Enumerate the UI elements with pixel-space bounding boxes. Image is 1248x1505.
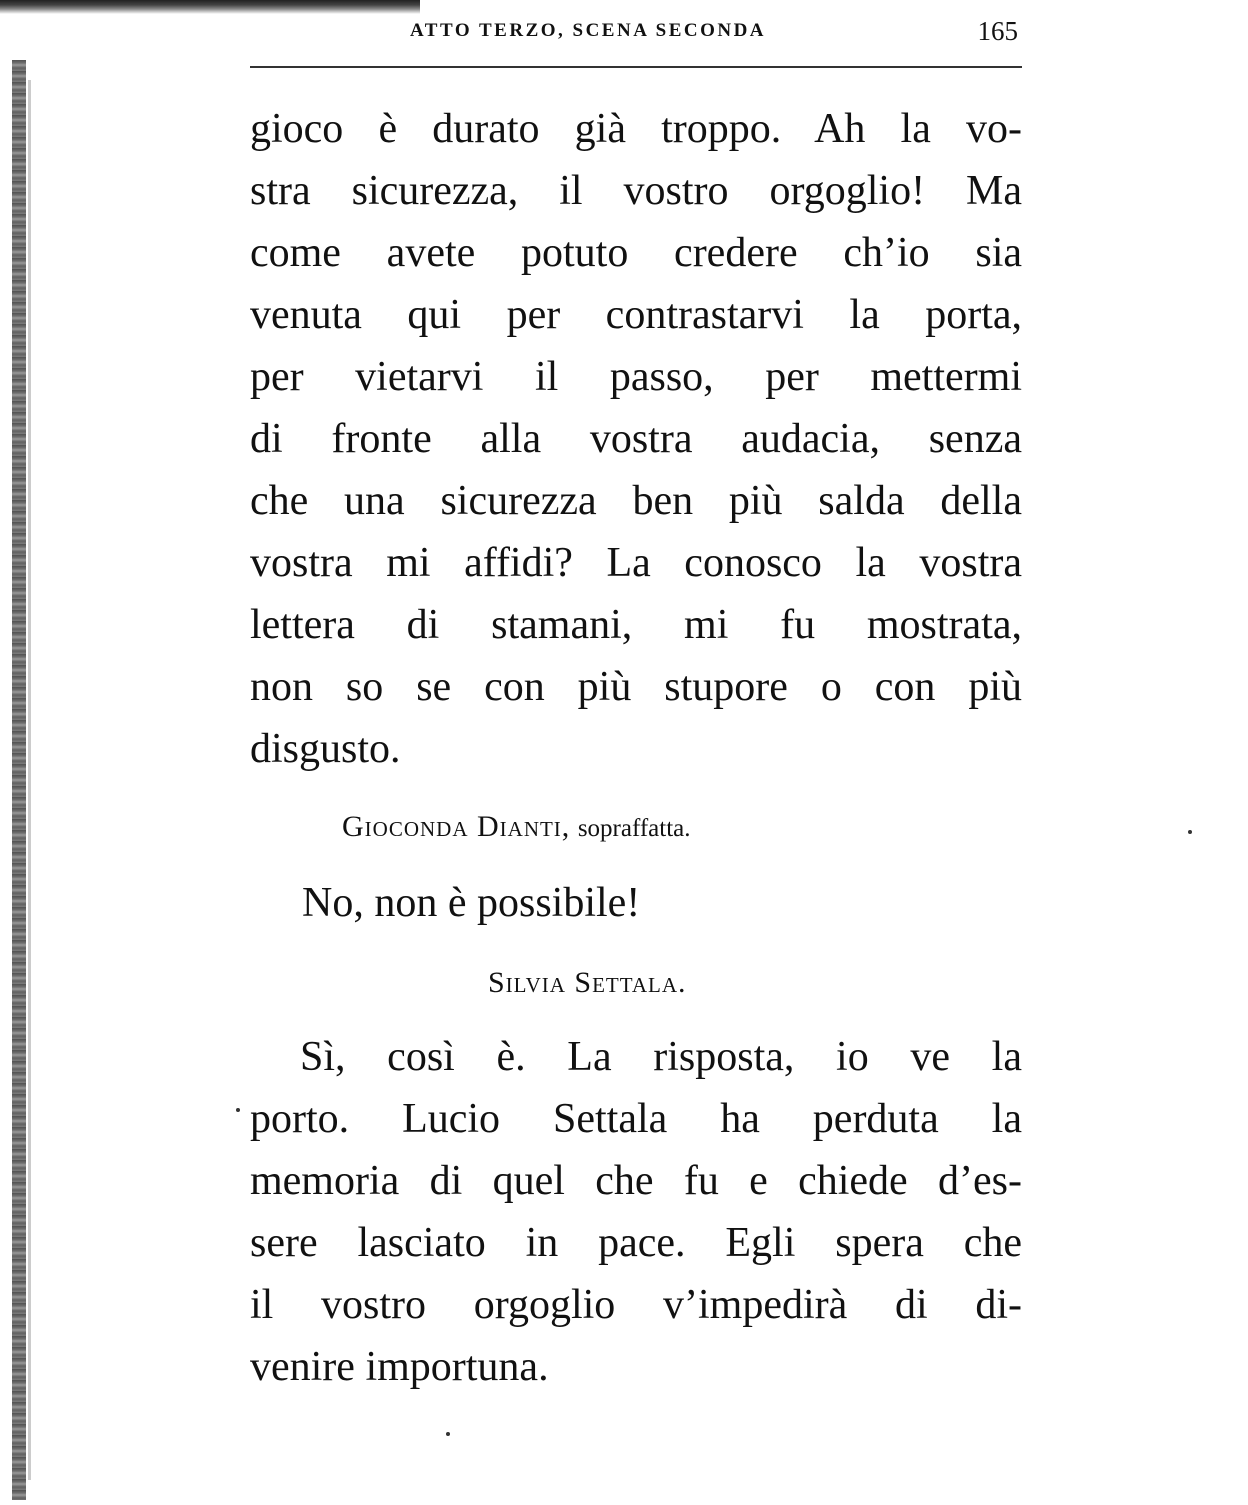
speaker-gioconda-dianti: [342, 810, 691, 844]
book-spine-edge: [28, 80, 31, 1480]
print-speck: [236, 1108, 240, 1112]
text-line: che una sicurezza ben più salda della: [250, 478, 1022, 524]
page-number: 165: [977, 16, 1018, 46]
text-line: lettera di stamani, mi fu mostrata,: [250, 602, 1022, 648]
speaker-name: Gioconda Dianti,: [342, 810, 571, 843]
text-line: disgusto.: [250, 726, 401, 772]
text-line: per vietarvi il passo, per mettermi: [250, 354, 1022, 400]
speaker-name: Silvia Settala.: [488, 966, 687, 999]
running-head-title: ATTO TERZO, SCENA SECONDA: [410, 20, 767, 41]
header-rule: [250, 66, 1022, 68]
speaker-silvia-settala: [488, 966, 687, 1000]
book-spine-shadow: [12, 60, 26, 1500]
text-line: memoria di quel che fu e chiede d’es-: [250, 1158, 1022, 1204]
stage-direction: sopraffatta.: [577, 815, 691, 842]
text-line: venuta qui per contrastarvi la porta,: [250, 292, 1022, 338]
text-line: stra sicurezza, il vostro orgoglio! Ma: [250, 168, 1022, 214]
paragraph-1: [250, 98, 1022, 780]
page-edge-shadow: [0, 0, 420, 14]
text-line: il vostro orgoglio v’impedirà di di-: [250, 1282, 1022, 1328]
text-line: non so se con più stupore o con più: [250, 664, 1022, 710]
text-line: vostra mi affidi? La conosco la vostra: [250, 540, 1022, 586]
print-speck: [446, 1432, 450, 1436]
text-line: venire importuna.: [250, 1344, 549, 1390]
running-head: [250, 14, 1022, 48]
speech-gioconda: No, non è possibile!: [302, 880, 641, 926]
text-line: porto. Lucio Settala ha perduta la: [250, 1096, 1022, 1142]
text-line: Sì, così è. La risposta, io ve la: [300, 1034, 1022, 1080]
print-speck: [1188, 830, 1192, 834]
text-line: come avete potuto credere ch’io sia: [250, 230, 1022, 276]
text-line: di fronte alla vostra audacia, senza: [250, 416, 1022, 462]
paragraph-2: [250, 1026, 1022, 1398]
text-line: sere lasciato in pace. Egli spera che: [250, 1220, 1022, 1266]
text-line: gioco è durato già troppo. Ah la vo-: [250, 106, 1022, 152]
